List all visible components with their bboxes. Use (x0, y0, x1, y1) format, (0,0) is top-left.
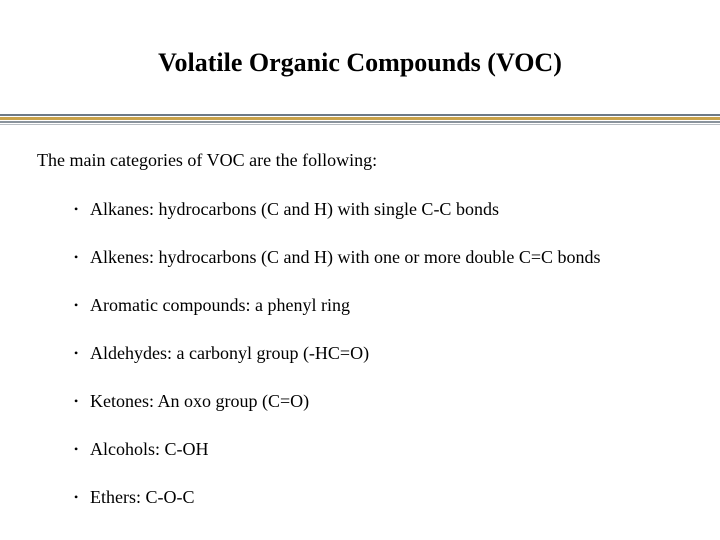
list-item (74, 485, 601, 533)
slide-title: Volatile Organic Compounds (VOC) (158, 48, 562, 77)
list-item (74, 293, 601, 341)
list-item (74, 341, 601, 389)
divider-line (0, 124, 720, 125)
divider-line (0, 117, 720, 120)
bullet-icon: • (74, 394, 79, 408)
title-divider (0, 114, 720, 126)
bullet-icon: • (74, 346, 79, 360)
bullet-icon: • (74, 298, 79, 312)
list-item-text: Ethers: C-O-C (90, 487, 195, 507)
bullet-icon: • (74, 490, 79, 504)
list-item (74, 245, 601, 293)
list-item-text: Aromatic compounds: a phenyl ring (90, 295, 350, 315)
list-item-text: Alkenes: hydrocarbons (C and H) with one or more double C=C bonds (90, 247, 601, 267)
list-item-text: Alkanes: hydrocarbons (C and H) with single C-C bonds (90, 199, 499, 219)
bullet-icon: • (74, 202, 79, 216)
list-item (74, 437, 601, 485)
bullet-icon: • (74, 250, 79, 264)
list-item (74, 389, 601, 437)
list-item-text: Aldehydes: a carbonyl group (-HC=O) (90, 343, 370, 363)
bullet-icon: • (74, 442, 79, 456)
list-item (74, 197, 601, 245)
list-item-text: Alcohols: C-OH (90, 439, 209, 459)
divider-line (0, 121, 720, 123)
intro-text: The main categories of VOC are the following: (37, 150, 378, 170)
divider-line (0, 114, 720, 116)
list-item-text: Ketones: An oxo group (C=O) (90, 391, 310, 411)
voc-category-list (74, 197, 601, 533)
